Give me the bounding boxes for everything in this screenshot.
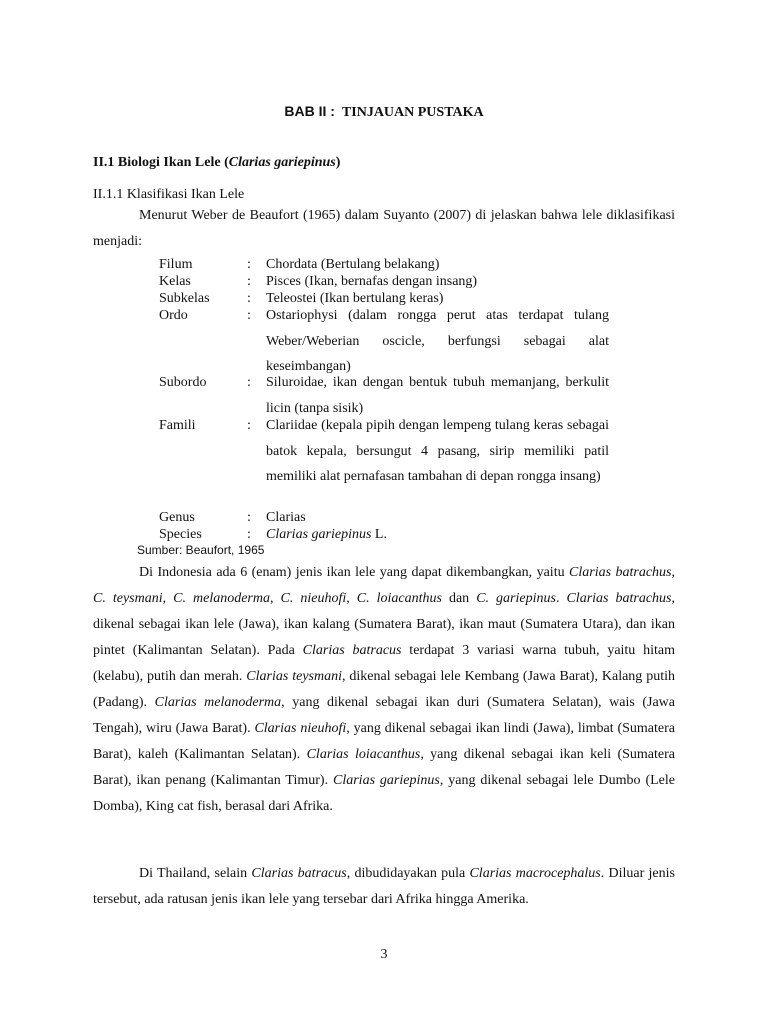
species-name: C. melanoderma: [173, 591, 270, 606]
species-name: Clarias melanoderma: [154, 695, 282, 710]
paragraph-text: , yang dikenal sebagai lele Dumbo (Lele Domba), King cat fish, berasal dari Afrika.: [93, 773, 675, 814]
classification-colon: :: [247, 291, 251, 306]
classification-colon: :: [247, 527, 251, 542]
paragraph-text: ,: [346, 591, 357, 606]
classification-value: Ostariophysi (dalam rongga perut atas terdapat tulang Weber/Weberian oscicle, berfungsi sebagai alat keseimbangan): [266, 308, 609, 374]
chapter-title: TINJAUAN PUSTAKA: [341, 105, 484, 120]
species-name: C. gariepinus: [476, 591, 556, 606]
body-paragraph-1: [93, 560, 675, 820]
classification-value: Clariidae (kepala pipih dengan lempeng tulang keras sebagai batok kepala, bersungut 4 pasang, sirip memiliki patil memiliki alat pernafasan tambahan di depan rongga insang): [266, 418, 609, 484]
classification-value: Clarias: [266, 510, 306, 525]
classification-value: Siluroidae, ikan dengan bentuk tubuh memanjang, berkulit licin (tanpa sisik): [266, 375, 609, 416]
subsection-heading: II.1.1 Klasifikasi Ikan Lele: [93, 187, 245, 202]
table-source: Sumber: Beaufort, 1965: [137, 543, 265, 557]
classification-value: [266, 526, 609, 543]
species-name: Clarias loiacanthus: [306, 747, 421, 762]
classification-key: Subordo: [159, 375, 207, 390]
page-number: 3: [380, 947, 388, 962]
paragraph-text: terdapat 3 variasi warna tubuh, yaitu hitam (kelabu), putih dan merah.: [93, 643, 675, 684]
species-author: L.: [371, 527, 387, 542]
chapter-number: BAB II :: [284, 103, 335, 119]
paragraph-text: ,: [269, 591, 281, 606]
classification-colon: :: [247, 257, 251, 272]
species-name: Clarias batrachus: [566, 591, 672, 606]
classification-colon: :: [247, 510, 251, 525]
paragraph-text: , dibudidayakan pula: [346, 866, 470, 881]
species-name: C. loiacanthus: [356, 591, 442, 606]
paragraph-text: Di Indonesia ada 6 (enam) jenis ikan lele yang dapat dikembangkan, yaitu: [139, 565, 570, 580]
classification-colon: :: [247, 274, 251, 289]
paragraph-text: Di Thailand, selain: [139, 866, 252, 881]
classification-colon: :: [247, 308, 251, 323]
classification-key: Genus: [159, 510, 195, 525]
species-name: C. teysmani: [93, 591, 163, 606]
chapter-heading: [0, 103, 768, 121]
paragraph-text: . Diluar jenis tersebut, ada ratusan jenis ikan lele yang tersebar dari Afrika hingga Amerika.: [93, 866, 675, 907]
classification-key: Filum: [159, 257, 193, 272]
classification-value: Teleostei (Ikan bertulang keras): [266, 291, 444, 306]
paragraph-text: , dikenal sebagai lele Kembang (Jawa Barat), Kalang putih (Padang).: [93, 669, 676, 710]
classification-value: Chordata (Bertulang belakang): [266, 257, 440, 272]
species-name: Clarias teysmani: [246, 669, 342, 684]
paragraph-text: , yang dikenal sebagai ikan lindi (Jawa), limbat (Sumatera Barat), kaleh (Kalimantan Selatan).: [93, 721, 675, 762]
paragraph-text: ,: [162, 591, 174, 606]
classification-key: Species: [159, 527, 202, 542]
species-name: Clarias gariepinus: [333, 773, 440, 788]
species-name: Clarias nieuhofi: [254, 721, 347, 736]
body-paragraph-2: [93, 861, 675, 913]
section-title: II.1 Biologi Ikan Lele (: [93, 155, 229, 170]
species-name: C. nieuhofi: [280, 591, 347, 606]
paragraph-text: , dikenal sebagai ikan lele (Jawa), ikan kalang (Sumatera Barat), ikan maut (Sumatera Utara), dan ikan pintet (Kalimantan Selatan). Pada: [93, 591, 675, 658]
section-heading: [93, 155, 340, 171]
paragraph-text: dan: [441, 591, 477, 606]
classification-key: Subkelas: [159, 291, 210, 306]
species-name: Clarias batracus: [302, 643, 402, 658]
intro-text: Menurut Weber de Beaufort (1965) dalam Suyanto (2007) di jelaskan bahwa lele diklasifikasi menjadi:: [93, 208, 675, 249]
paragraph-text: , yang dikenal sebagai ikan duri (Sumatera Selatan), wais (Jawa Tengah), wiru (Jawa Barat).: [93, 695, 675, 736]
classification-colon: :: [247, 375, 251, 390]
section-close: ): [335, 155, 341, 170]
classification-key: Kelas: [159, 274, 191, 289]
paragraph-text: ,: [671, 565, 675, 580]
classification-key: Ordo: [159, 308, 188, 323]
classification-value: Pisces (Ikan, bernafas dengan insang): [266, 274, 478, 289]
species-name: Clarias gariepinus: [266, 527, 372, 542]
paragraph-text: .: [555, 591, 567, 606]
paragraph-text: , yang dikenal sebagai ikan keli (Sumatera Barat), ikan penang (Kalimantan Timur).: [93, 747, 676, 788]
species-name: Clarias batrachus: [569, 565, 672, 580]
classification-key: Famili: [159, 418, 196, 433]
species-name: Clarias batracus: [251, 866, 347, 881]
intro-paragraph: [93, 203, 675, 255]
section-species: Clarias gariepinus: [228, 155, 336, 170]
classification-colon: :: [247, 418, 251, 433]
species-name: Clarias macrocephalus: [469, 866, 601, 881]
